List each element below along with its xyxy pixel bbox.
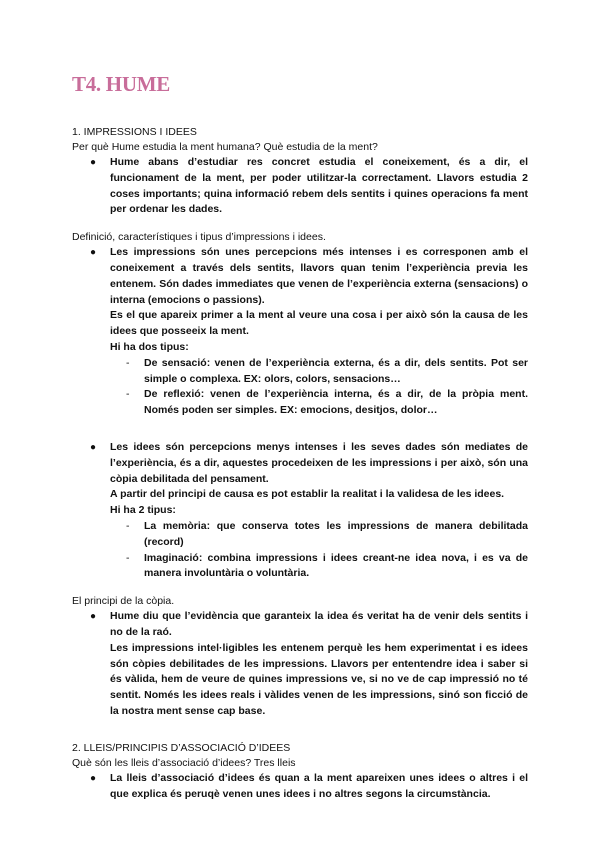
copy-principle-list xyxy=(72,609,528,720)
section2-heading: 2. LLEIS/PRINCIPIS D’ASSOCIACIÓ D’IDEES xyxy=(72,741,291,754)
impressions-extra: Es el que apareix primer a la ment al veure una cosa i per això són la causa de les idees que posseeix la ment. xyxy=(110,309,528,338)
impressions-types-list xyxy=(110,356,528,419)
document-title: T4. HUME xyxy=(72,72,170,96)
idea-type-memory: La memòria: que conserva totes les impressions de manera debilitada (record) xyxy=(144,519,528,548)
section2-question: Què són les lleis d’associació d’idees? Tres lleis xyxy=(72,756,296,769)
impression-type-sensation: De sensació: venen de l’experiència externa, és a dir, dels sentits. Pot ser simple o complexa. EX: olors, colors, sensacions… xyxy=(144,356,528,385)
dash-icon: - xyxy=(126,356,130,369)
list-item xyxy=(110,519,528,551)
list-item xyxy=(110,387,528,419)
dash-icon: - xyxy=(126,551,130,564)
section1-list xyxy=(72,155,528,218)
list-item xyxy=(110,551,528,583)
section1-answer: Hume abans d’estudiar res concret estudia el coneixement, és a dir, el funcionament de la ment, per poder utilitzar-la correctament. Llavors estudia 2 coses importants; quina informació rebem dels sentits i quines operacions fa ment per ordenar les dades. xyxy=(110,156,528,216)
ideas-types-list xyxy=(110,519,528,582)
list-item xyxy=(72,771,528,803)
copy-principle-heading: El principi de la còpia. xyxy=(72,595,175,608)
bullet-icon: ● xyxy=(90,772,97,784)
bullet-icon: ● xyxy=(90,441,97,453)
dash-icon: - xyxy=(126,388,130,401)
dash-icon: - xyxy=(126,519,130,532)
section2-list xyxy=(72,771,528,803)
definition-question: Definició, característiques i tipus d’impressions i idees. xyxy=(72,231,326,244)
copy-principle-extra: Les impressions intel·ligibles les entenem perquè les hem experimentat i es idees són còpies debilitades de les impressions. Llavors per ententendre idea i saber si és vàlida, hem de veure de quines impressions ve, si no ve de cap impressió no té sentit. Només les idees reals i vàlides venen de les impressions, sinó son ficció de la nostra ment sense cap base. xyxy=(110,641,528,717)
ideas-extra: A partir del principi de causa es pot establir la realitat i la validesa de les idees. xyxy=(110,488,505,501)
section1-question: Per què Hume estudia la ment humana? Què estudia de la ment? xyxy=(72,141,378,153)
list-item xyxy=(110,356,528,388)
ideas-text: Les idees són percepcions menys intenses i les seves dades són mediates de l’experiència, és a dir, aquestes procedeixen de les impressions i per això, són una còpia debilitada del pensament. xyxy=(110,440,528,485)
section2-answer: La lleis d’associació d’idees és quan a la ment apareixen unes idees o altres i el que explica és peruqè venen unes idees i no altres segons la circumstància. xyxy=(110,771,528,800)
copy-principle-text: Hume diu que l’evidència que garanteix la idea és veritat ha de venir dels sentits i no de la raó. xyxy=(110,610,528,638)
idea-type-imagination: Imaginació: combina impressions i idees creant-ne idea nova, i es va de manera involuntària o voluntària. xyxy=(144,551,528,580)
impression-type-reflection: De reflexió: venen de l’experiència interna, és a dir, de la pròpia ment. Només poden ser simples. EX: emocions, desitjos, dolor… xyxy=(144,388,528,417)
list-item xyxy=(72,440,528,582)
definition-list xyxy=(72,245,528,419)
bullet-icon: ● xyxy=(90,247,97,259)
bullet-icon: ● xyxy=(90,611,97,623)
list-item xyxy=(72,609,528,720)
impressions-text: Les impressions són unes percepcions més intenses i es corresponen amb el coneixement a través dels sentits, llavors quan tenim l’experiència previa les entenem. Són dades immediates que venen de l’experiència externa (sensacions) o interna (emocions o passions). xyxy=(110,246,528,306)
impressions-types-intro: Hi ha dos tipus: xyxy=(110,340,189,353)
bullet-icon: ● xyxy=(90,157,97,168)
ideas-types-intro: Hi ha 2 tipus: xyxy=(110,504,176,517)
ideas-list xyxy=(72,440,528,582)
list-item xyxy=(72,245,528,419)
list-item xyxy=(72,155,528,218)
section1-heading: 1. IMPRESSIONS I IDEES xyxy=(72,126,197,138)
